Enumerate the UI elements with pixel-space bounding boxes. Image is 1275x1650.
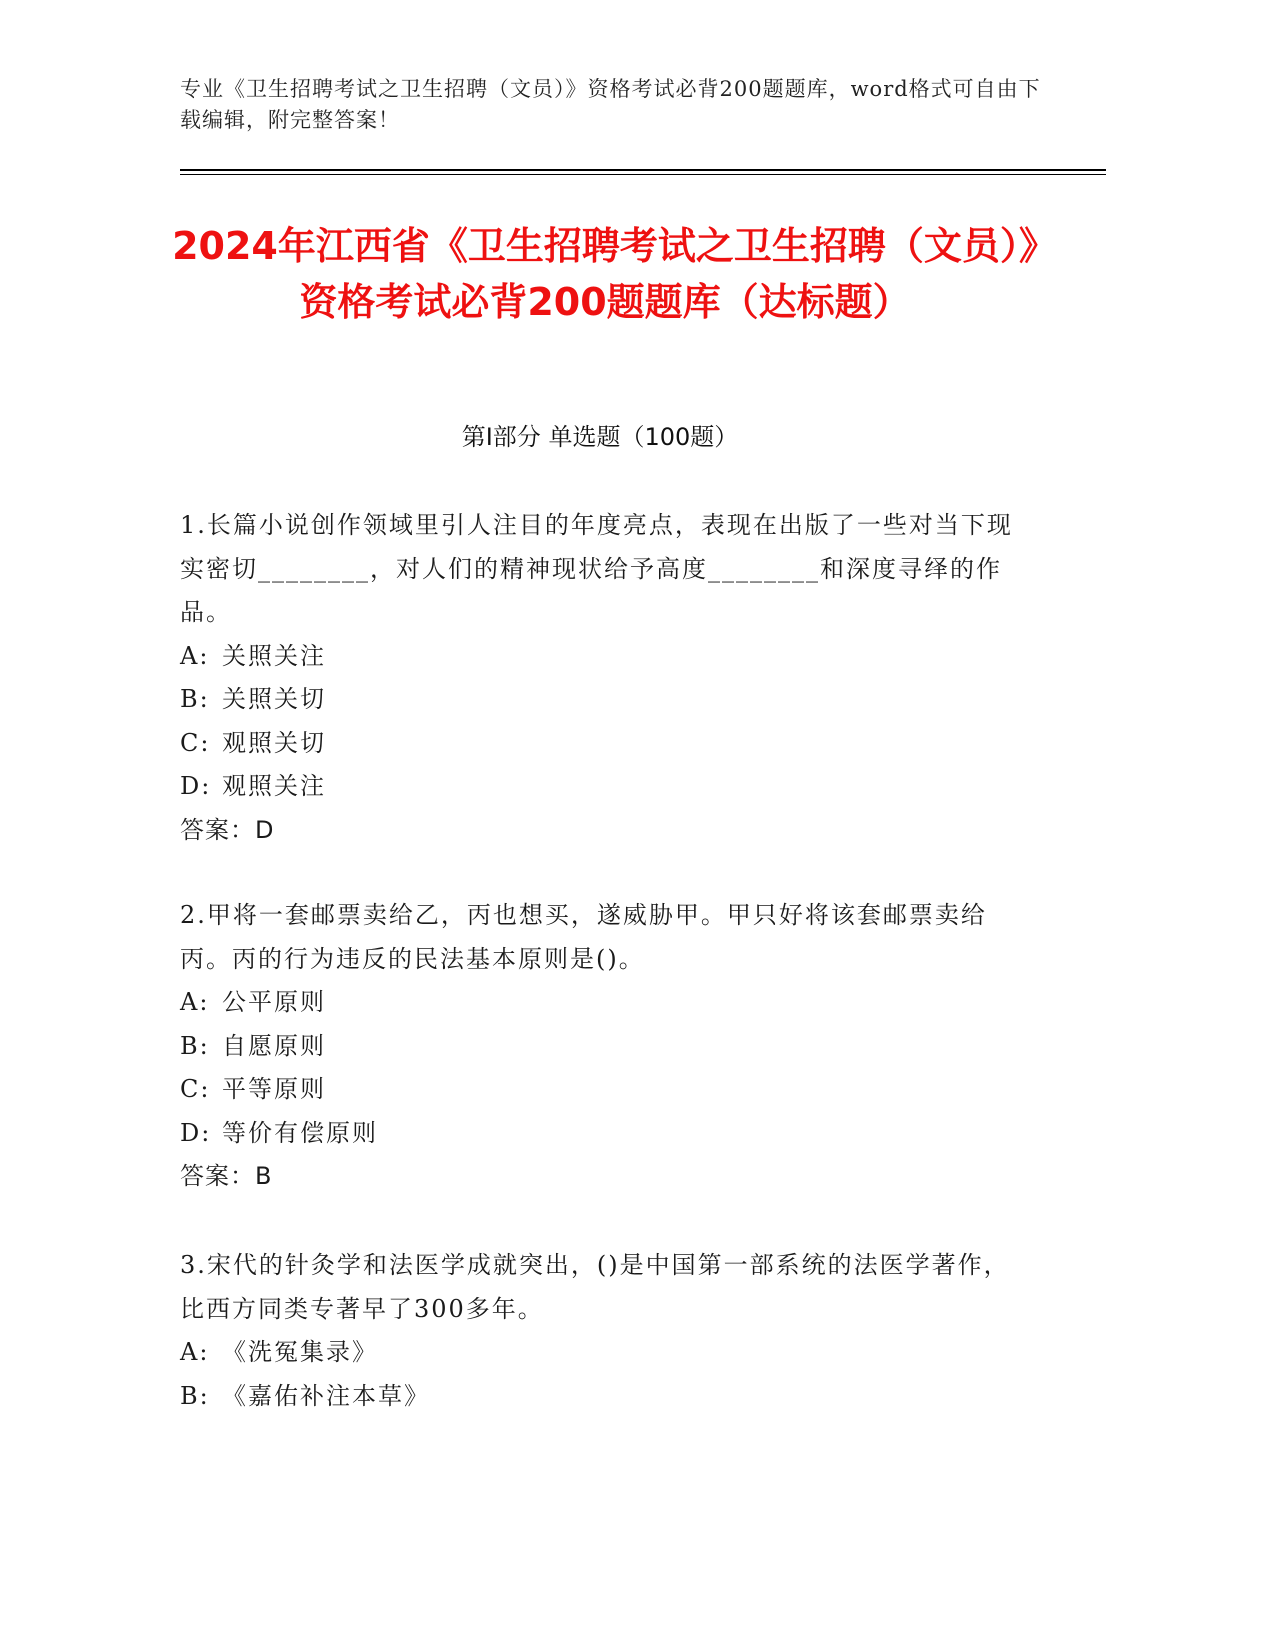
header-rule-thin <box>180 174 1106 175</box>
option-text: 自愿原则 <box>222 1031 326 1060</box>
option-text: 平等原则 <box>222 1075 326 1103</box>
option-c <box>180 722 1020 766</box>
option-d <box>180 1112 1020 1156</box>
option-c <box>180 1068 1020 1112</box>
question-3 <box>180 1244 1020 1418</box>
option-letter: C: <box>180 728 211 757</box>
document-title: 2024年江西省《卫生招聘考试之卫生招聘（文员）》资格考试必背200题题库（达标题） <box>172 224 1038 324</box>
question-stem: 2.甲将一套邮票卖给乙，丙也想买，遂威胁甲。甲只好将该套邮票卖给丙。丙的行为违反的民法基本原则是()。 <box>180 901 987 973</box>
question-2 <box>180 894 1020 1199</box>
option-letter: D: <box>180 1118 212 1147</box>
option-d <box>180 765 1020 809</box>
option-text: 关照关切 <box>222 685 326 713</box>
option-text: 《洗冤集录》 <box>222 1338 378 1366</box>
header-note: 专业《卫生招聘考试之卫生招聘（文员）》资格考试必背200题题库，word格式可自由下载编辑，附完整答案！ <box>180 77 1041 132</box>
option-letter: A: <box>180 988 210 1016</box>
question-1 <box>180 504 1020 852</box>
section-title: 第I部分 单选题（100题） <box>461 423 739 451</box>
option-letter: A: <box>180 641 210 670</box>
option-letter: B: <box>180 1381 210 1410</box>
answer: 答案：B <box>180 1162 273 1190</box>
answer: 答案：D <box>180 815 275 844</box>
option-text: 《嘉佑补注本草》 <box>222 1381 430 1410</box>
option-text: 观照关注 <box>222 772 326 800</box>
option-letter: A: <box>180 1338 210 1366</box>
option-b <box>180 678 1020 722</box>
option-letter: C: <box>180 1075 211 1103</box>
header-rule-thick <box>180 169 1106 171</box>
question-stem: 1.长篇小说创作领域里引人注目的年度亮点，表现在出版了一些对当下现实密切________，对人们的精神现状给予高度________和深度寻绎的作品。 <box>180 511 1013 626</box>
option-letter: B: <box>180 685 210 713</box>
option-text: 公平原则 <box>222 988 326 1016</box>
option-text: 等价有偿原则 <box>222 1118 378 1147</box>
option-a <box>180 981 1020 1025</box>
option-text: 观照关切 <box>222 728 326 757</box>
option-letter: D: <box>180 772 212 800</box>
question-stem: 3.宋代的针灸学和法医学成就突出，()是中国第一部系统的法医学著作，比西方同类专著早了300多年。 <box>180 1251 1010 1323</box>
option-b <box>180 1025 1020 1069</box>
option-a <box>180 635 1020 679</box>
option-text: 关照关注 <box>222 641 326 670</box>
option-a <box>180 1331 1020 1375</box>
option-b <box>180 1375 1020 1419</box>
option-letter: B: <box>180 1031 210 1060</box>
